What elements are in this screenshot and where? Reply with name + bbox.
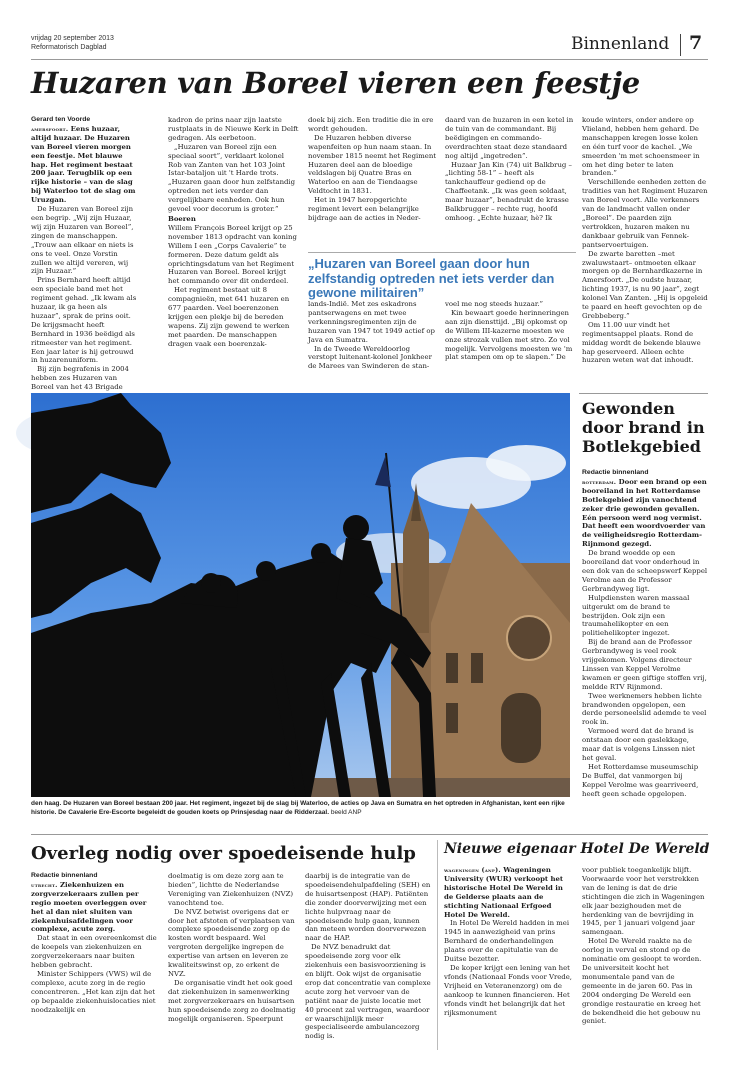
paragraph: Om 11.00 uur vindt het regimentsappel plaats. Rond de middag wordt de bekende blauwe hap geserveerd. Alleen echte huzaren weten wat dat inhoudt. [582, 320, 701, 365]
paragraph: voor publiek toegankelijk blijft. Voorwaarde voor het verstrekken van de lening is dat de drie stichtingen die zich in Wageningen elk jaar bezighouden met de herdenking van de bevrijding in 1945, per 1 januari volgend jaar samengaan. [582, 866, 705, 937]
paragraph: Prins Bernhard heeft altijd een speciale band met het regiment gehad. „Ik kwam als huzaar, ik ga heen als huzaar”, sprak de prins ooit. De krijgsmacht heeft Bernhard in 1936 beëdigd als ritmeester van het regiment. Een jaar later is hij getrouwd in huzarenuniform. [31, 276, 137, 365]
paragraph: Willem François Boreel krijgt op 25 november 1813 opdracht van koning Willem I een „Corps Cavalerie” te formeren. Deze datum geldt als oprichtingsdatum van het Regiment Huzaren van Boreel. Boreel krijgt het commando over dit onderdeel. [168, 223, 297, 286]
paragraph: koude winters, onder andere op Vlieland, hebben hem gehard. De manschappen kregen losse kolen en één turf voor de kachel. „We smeerden 'm met schoensmeer in om het ding beter te laten branden.” [582, 116, 700, 178]
photo-credit: beeld ANP [330, 809, 362, 816]
article2-lead: Ziekenhuizen en zorgverzekeraars zullen per regio moeten overleggen over het al dan niet sluiten van ziekenhuisafdelingen voor complexe, acute zorg. [31, 880, 147, 934]
article2-column-1 [31, 872, 161, 1062]
bottom-rule [31, 834, 708, 835]
subheading: Boeren [168, 214, 196, 223]
paragraph: In de Tweede Wereldoorlog verstopt luitenant-kolonel Jonkheer de Marees van Swinderen de stan- [308, 344, 432, 371]
section-name: Binnenland [571, 34, 670, 54]
paragraph: doek bij zich. Een traditie die in ere wordt gehouden. [308, 116, 434, 133]
caption-text: De Huzaren van Boreel bestaan 200 jaar. Het regiment, ingezet bij de slag bij Waterloo, de acties op Java en Sumatra en het optreden in Afghanistan, kent een rijke historie. De Cavalerie Ere-Escorte begeleidt de gouden koets op Prinsjesdag naar de Ridderzaal. [31, 800, 565, 816]
paragraph: Bij zijn begrafenis in 2004 hebben zes Huzaren van Boreel van het 43 Brigade [31, 365, 129, 392]
sidebar-headline: Gewonden door brand in Botlekgebied [582, 399, 705, 456]
paragraph: Huzaar Jan Kin (74) uit Balkbrug –„lichting 58-1” – heeft als tankchauffeur gediend op de Chaffeetank. „Ik was geen soldaat, maar huzaar”, benadrukt de krasse Balkbrugger – rechte rug, hoofd omhoog. „Echte huzaar, hè? Ik [445, 160, 572, 222]
cavalry-photo [31, 393, 570, 797]
article3-headline: Nieuwe eigenaar Hotel De Wereld [444, 841, 710, 857]
paragraph: Vermoed werd dat de brand is ontstaan door een gaslekkage, maar dat is volgens Linssen niet het geval. [582, 727, 696, 762]
photo-illustration [31, 393, 570, 797]
section-divider [680, 34, 681, 56]
paragraph: Verschillende eenheden zetten de tradities van het Regiment Huzaren van Boreel voort. Alle verkenners van de landmacht vallen onder „Boreel”. De paarden zijn vertrokken, huzaren maken nu dankbaar gebruik van Fennek-pantservoertuigen. [582, 178, 708, 249]
main-column-5 [582, 116, 708, 388]
paragraph: De organisatie vindt het ook goed dat ziekenhuizen in samenwerking met zorgverzekeraars en huisartsen hun spoedeisende zorg zo doelmatig mogelijk organiseren. Speerpunt [168, 978, 296, 1023]
paragraph: voel me nog steeds huzaar.” [445, 300, 544, 308]
paragraph: De zwarte baretten –met zwaluwstaart– ontmoeten elkaar morgen op de Bernhardkazerne in Amersfoort. „De oudste huzaar, lichting 1937, is nu 90 jaar”, zegt kolonel Van Zanten. „Hij is opgeleid te paard en heeft gevochten op de Grebbeberg.” [582, 249, 708, 320]
paragraph: Hotel De Wereld raakte na de oorlog in verval en stond op de nominatie om gesloopt te worden. De universiteit kocht het monumentale pand van de gemeente in de jaren 60. Pas in 2004 onderging De Wereld een grondige restauratie en kreeg het de bekendheid die het gebouw nu geniet. [582, 937, 702, 1026]
paragraph: De koper krijgt een lening van het vfonds (Nationaal Fonds voor Vrede, Vrijheid en Veteranenzorg) om de aankoop te kunnen financieren. Het vfonds vindt het belangrijk dat het rijksmonument [444, 963, 572, 1017]
top-rule [31, 59, 708, 60]
paragraph: De NVZ betwist overigens dat er door het afstoten of verplaatsen van complexe spoedeisende zorg op de kosten wordt bespaard. Wel vergroten dergelijke ingrepen de expertise van artsen en leveren ze kwaliteitswinst op, zo erkent de NVZ. [168, 907, 295, 978]
sidebar-lead: Door een brand op een booreiland in het Rotterdamse Botlekgebied zijn vanochtend zeker drie gewonden gevallen. Eén persoon werd nog vermist. Dat heeft een woordvoerder van de veiligheidsregio Rotterdam-Rijnmond gezegd. [582, 477, 707, 549]
main-dateline: amersfoort. [31, 124, 69, 133]
paragraph: daard van de huzaren in een ketel in de tuin van de commandant. Bij beëdigingen en commando-overdrachten staat deze standaard nog altijd „ingetreden”. [445, 116, 574, 160]
main-column-2 [168, 116, 299, 388]
article2-dateline: utrecht. [31, 880, 58, 889]
article3-lead: Wageningen University (WUR) verkoopt het historische Hotel De Wereld in de Gelderse plaats aan de stichting Nationaal Erfgoed Hotel De Wereld. [444, 866, 564, 919]
paragraph: Bij de brand aan de Professor Gerbrandyweg is veel rook vrijgekomen. Volgens directeur Linssen van Keppel Verolme kwamen er geen giftige stoffen vrij, meldde RTV Rijnmond. [582, 638, 707, 691]
sidebar-byline: Redactie binnenland [582, 469, 649, 476]
main-lead: Eens huzaar, altijd huzaar. De Huzaren van Boreel vieren morgen een feestje. Met blauwe hap. Het regiment bestaat 200 jaar. Terugblik op een rijke historie – van de slag bij Waterloo tot de slag om Uruzgan. [31, 124, 136, 205]
paragraph: Het Rotterdamse museumschip De Buffel, dat vanmorgen bij Keppel Verolme was gearriveerd, heeft geen schade opgelopen. [582, 762, 699, 798]
article2-headline: Overleg nodig over spoedeisende hulp [31, 843, 416, 864]
sidebar-body [582, 469, 708, 829]
main-column-4-bottom [445, 300, 576, 388]
paragraph: De Huzaren hebben diverse wapenfeiten op hun naam staan. In november 1815 neemt het Regiment Huzaren deel aan de bloedige veldslagen bij Quatre Bras en Waterloo en aan de Tiendaagse Veldtocht in 1831. [308, 133, 437, 196]
main-column-1 [31, 116, 138, 392]
paragraph: Twee werknemers hebben lichte brandwonden opgelopen, een derde personeelslid ademde te veel rook in. [582, 691, 707, 727]
paragraph: Minister Schippers (VWS) wil de complexe, acute zorg in de regio concentreren. „Het kan zijn dat het op bepaalde ziekenhuislocaties niet noodzakelijk en [31, 969, 156, 1014]
main-column-3-bottom [308, 300, 439, 388]
column-divider [437, 840, 438, 1050]
paragraph: De brand woedde op een booreiland dat voor onderhoud in een dok van de scheepswerf Keppel Verolme aan de Professor Gerbrandyweg ligt. [582, 549, 708, 593]
paragraph: Hulpdiensten waren massaal uitgerukt om de brand te bestrijden. Ook zijn een traumahelikopter en een politiehelikopter ingezet. [582, 593, 690, 638]
paragraph: kadron de prins naar zijn laatste rustplaats in de Nieuwe Kerk in Delft gedragen. Als eerbetoon. [168, 116, 299, 142]
page-number: 7 [689, 32, 703, 54]
paragraph: De NVZ benadrukt dat spoedeisende zorg voor elk ziekenhuis een basisvoorziening is en blijft. Ook wijst de organisatie erop dat concentratie van complexe acute zorg het vervoer van de patiënt naar de juiste locatie met 40 procent zal vertragen, waardoor er waarschijnlijk meer gespecialiseerde ambulancezorg nodig is. [305, 943, 431, 1041]
paragraph: Dat staat in een overeenkomst die de koepels van ziekenhuizen en zorgverzekeraars naar buiten hebben gebracht. [31, 934, 157, 970]
photo-caption [31, 799, 570, 817]
paragraph: De Huzaren van Boreel zijn een begrip. „Wij zijn Huzaar, wij zijn Huzaren van Boreel”, zingen de manschappen. „Trouw aan elkaar en niets is ons te veel. Onze Vorstin zullen we altijd vereren, wij zijn Huzaar.” [31, 205, 134, 276]
paragraph: doelmatig is om deze zorg aan te bieden”, lichtte de Nederlandse Vereniging van Ziekenhuizen (NVZ) vanochtend toe. [168, 872, 294, 907]
masthead-date-block [31, 34, 114, 52]
paragraph: Het regiment bestaat uit 8 compagnieën, met 641 huzaren en 677 paarden. Veel boerenzonen krijgen een plekje bij de bereden wapens. Zij zijn gewend te werken met paarden. De manschappen dragen vaak een boerenzak- [168, 286, 290, 348]
caption-dateline: den haag. [31, 800, 62, 807]
newspaper-name: Reformatorisch Dagblad [31, 44, 107, 51]
article2-column-2 [168, 872, 298, 1062]
article3-column-1 [444, 866, 574, 1062]
article2-byline: Redactie binnenland [31, 872, 98, 879]
paragraph: In Hotel De Wereld hadden in mei 1945 in aanwezigheid van prins Bernhard de onderhandelingen plaats over de capitulatie van de Duitse bezetter. [444, 919, 570, 964]
paragraph: daarbij is de integratie van de spoedeisendehulpafdeling (SEH) en de huisartsenpost (HAP). Patiënten die zonder doorverwijzing met een lichte hulpvraag naar de spoedeisende hulp gaan, kunnen dan meteen worden doorverwezen naar de HAP. [305, 872, 431, 943]
paragraph: Kin bewaart goede herinneringen aan zijn diensttijd. „Bij opkomst op de Willem III-kazerne moesten we onze strozak vullen met stro. Zo vol mogelijk. Vervolgens moesten we 'm plat stampen om op te slapen.” De [445, 308, 573, 362]
paragraph: Het in 1947 heropgerichte regiment levert een belangrijke bijdrage aan de acties in Neder- [308, 196, 421, 222]
sidebar-rule [579, 393, 708, 394]
pull-quote: „Huzaren van Boreel gaan door hun zelfstandig optreden net iets verder dan gewone militairen” [308, 252, 576, 301]
sidebar-dateline: rotterdam. [582, 477, 617, 486]
article3-dateline: wageningen (anp). [444, 866, 501, 874]
paragraph: lands-Indië. Met zes eskadrons pantserwagens en met twee verkenningsregimenten zijn de huzaren van 1947 tot 1949 actief op Java en Sumatra. [308, 300, 435, 344]
issue-date: vrijdag 20 september 2013 [31, 35, 114, 42]
main-column-3-top [308, 116, 439, 244]
main-headline: Huzaren van Boreel vieren een feestje [31, 66, 640, 100]
article2-column-3 [305, 872, 432, 1062]
main-byline: Gerard ten Voorde [31, 116, 91, 123]
article3-column-2 [582, 866, 708, 1062]
main-column-4-top [445, 116, 576, 244]
paragraph: „Huzaren van Boreel zijn een speciaal soort”, verklaart kolonel Rob van Zanten van het 103 Joint Istar-bataljon uit 't Harde trots. „Huzaren gaan door hun zelfstandig optreden net iets verder dan vergelijkbare eenheden. Ook hun gevoel voor decorum is groter.” [168, 142, 296, 214]
